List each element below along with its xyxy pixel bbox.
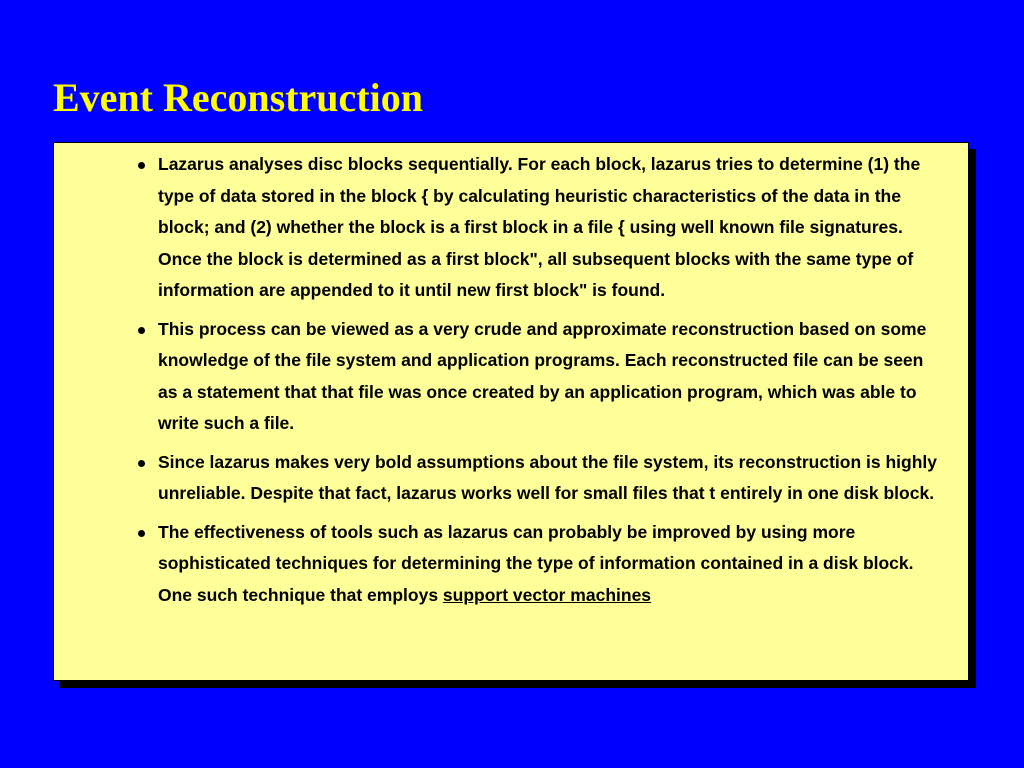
bullet-dot-icon [138,460,145,467]
bullet-text: Since lazarus makes very bold assumptions about the file system, its reconstruction is highly unreliable. Despite that fact, lazarus works well for small files that t entirely in one disk block. [158,451,937,503]
bullet-dot-icon [138,530,145,537]
bullet-dot-icon [138,327,145,334]
slide-title: Event Reconstruction [53,75,423,120]
bullet-item-unreliable-reconstruction [138,447,938,510]
bullet-text: This process can be viewed as a very crude and approximate reconstruction based on some knowledge of the file system and application programs. Each reconstructed file can be seen as a statement that that file was once created by an application program, which was able to write such a file. [158,318,927,433]
bullet-dot-icon [138,162,145,169]
bullet-text: Lazarus analyses disc blocks sequentially. For each block, lazarus tries to determine (1) the type of data stored in the block { by calculating heuristic characteristics of the data in the block; and (2) whether the block is a first block in a file { using well known file signatures. Once the block is determined as a first block", all subsequent blocks with the same type of information are appended to it until new first block" is found. [158,154,921,300]
bullet-list [138,149,938,618]
bullet-item-lazarus-analysis [138,149,938,307]
bullet-item-tool-effectiveness [138,517,938,612]
content-panel [53,142,969,681]
bullet-item-crude-reconstruction [138,314,938,440]
bullet-text: The effectiveness of tools such as lazarus can probably be improved by using more sophisticated techniques for determining the type of information contained in a disk block. One such technique that employs [158,521,914,605]
support-vector-machines-link[interactable]: support vector machines [442,584,652,605]
